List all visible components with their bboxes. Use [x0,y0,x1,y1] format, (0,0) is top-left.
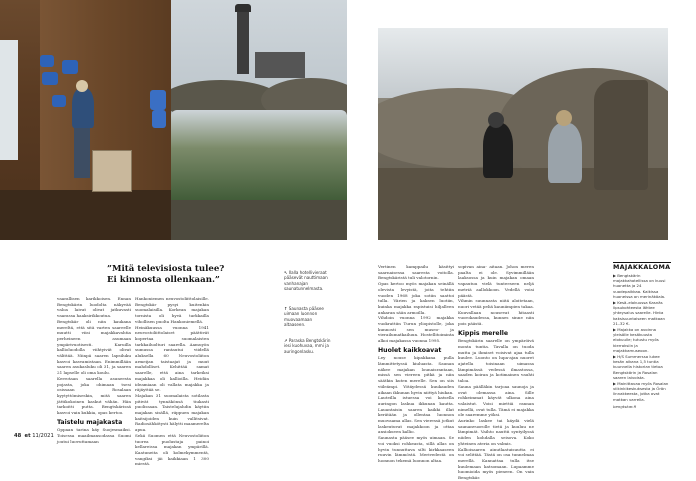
sidebar-item: ▶ Majakka on avoinna yleisölle kesäkuusta elokuulle; tutustu myös kierroksiin ja majakkamuseoon. [613,327,659,353]
paragraph: Kerrotaan saarella asuneesta pojasta, joka ohimaan tsesi osissaan Rosalaan kyytyttömiseskin, mitä saaren jättikokoinen kaskut vähän. Hän tarkoitti putta. Bengtskärissä kasvoi vain kukkia, opas kertoo. [57,375,131,416]
paragraph: Saunasta pääsee myös uimaan. Se voi vuoksi rohkeasta, sillä allas on hyvin tunnuttava silti kirkkaaseen ruuvin lämmöstä. Merivedestä on luonnon tekemä luonnon altaa. [378,435,454,463]
caption-text: Ilalla hotellivieraat pääsevät nauttimaan vanhanajan saunatunnelmasta. [284,270,328,292]
paragraph: vaarallisen karikkoisen. Ennan Bengtskärin luodolta näkyvää valoa laivat olivat jatkuvasti vaarassa haaksirikkoutua. [57,296,131,319]
article-column-4 [458,264,535,481]
sidebar-item: ▶ H/S Summerssa lukee kesän aikana 1,5 tuntia kuunnella historian tietoa Bengtskärin ja Rosalan saaren laivoista. [613,354,663,380]
paragraph: Lauteilla istuessa voi katsella auringon laskua ikkunan kautta. Lauantaisin saaren kaikki illat kerätään ja ollentaa luonnon muovaama allas. Sen vieressä jotkut laskeutuvat majakkoon ja ottaa ansiokseen kallio. [378,395,454,435]
paragraph: sopivan aina- aitaan. Johon meren paalta ei ole. Syvimmillään laaksossa ja kuin majakan omaan vapautuu vielä tunteeseen neljä metriä aallokkoon. Vedellä voisi päästä. [458,264,534,298]
paragraph: Vertinen kamppailu käsittyi saarnaisessa saaresta voitolla. Bengtskäristä tuli valotornin. [378,264,454,281]
page-folio [14,433,54,439]
arrow-icon: ↗ [284,338,288,343]
issue-number: 11/2021 [32,433,54,439]
article-column-1 [57,296,131,444]
paragraph: Vihdoin vuonna 1992 majakka vuokrattiin Turun yliopistolle, joka kunnosti sen museo- ja vierailumatkailuun. Hostellitoiminta alkoi majakassa vuonna 1995. [378,315,454,344]
article-column-3 [378,264,454,463]
photo-caption-2 [284,306,334,328]
paragraph: Majakan 31 suomalaista sotilasta pitivät tynnäkönsä tiukasti puolissaan. Taistelujahdin käytiin majakan sisällä, riippuen majakan kaitsijoiden kuin vallitsivat. Radiosähkötysti hälytti maamerelta apua. [135,392,209,433]
section-heading: Kippis merelle [458,329,509,337]
paragraph: Hankoniemen neuvostoliittolaisille. Bengtskär pysyi kuitenkin suomalaisilla. Korkean majakan tornista oli hyvä tarkkailla vihollisen puolta Hankoniemellä. [135,296,209,324]
sidebar-title: MAJAKKALOMA [613,263,671,271]
section-heading: Taistelu majakasta [57,418,123,426]
paragraph: Opas kertoo myös majakan seinällä olevista levyistä, joita tehtiin vuoden 1968 joka sotiin saattoi tulla. Värien ja kaksen luotiin, kuinka majakka rapistuisi hiljalleen ankaran sään armoilla. [378,281,454,315]
photo-lighthouse-pool [171,0,347,240]
paragraph: Vihmin suunnasta niitä aloitetaan, nuori vetää peliä kauniimpien takaa. Kuuvallaan nousevat hitaasti vuorokaudessa, kunnes sinne niin pois päästä. [458,298,535,327]
sidebar-factbox [613,273,671,410]
photo-caption-1 [284,270,334,292]
article-column-2 [135,296,209,467]
paragraph: Kallioisaaren ainutlaatuisuutta ei voi selittää. Tästä on osa tunnelmaa merellä. Kannattaa tulla itse kuulemaan katsomaan. Lupaamme huomioida myös pieneen. On vain Bengtskär. [458,446,534,481]
photo-couple-rocks [378,28,668,240]
page-number: 48 [14,433,22,439]
paragraph: Bengtskärin saarelle on ympäröivä monta tuntia. Tavalla on tuoda mutta ja ihmiset voisivat ajaa tulla kuulee. Luonto on lupa-ajan nuoret ajatella toisinaan uimassa lämpimässä vedessä ilmastossa, saaden koiran ja kotimainen vauhti taloa. [458,338,534,384]
paragraph: Heinäkuussa vuonna 1941 neuvostoliittolaiset päättivät kopertaa suomalaisten tarkkailuolturi saarella. Aamuyön sumussa rantautui viidellä aluksella 60 Neuvostoliiton armeijan taistaajat ja muut mahdolliset. Kehittää samat saarelle, että aina tarkeiksi majakkaa oli kallioilla. Heidän ideamiaan oli vallata majakka ja räjäyttää se. [135,324,209,393]
sidebar-item: ▶ Kesä–elokuussa Kasnäs lipsukohteesta lähtee yhteysalus saarelle. Hinta kaksisuuntaiseen matkaan 21–32 €. [613,300,665,326]
article-pull-quote [107,264,277,286]
sidebar-item: ▶ Bengtskärin majakkahotellissa on kuusi huonetta ja 24 vuodepaikkaa. Kaikissa huoneissa on merinäköala. [613,273,666,299]
spread-gutter [347,0,378,240]
paragraph: Bengtskär oli niin kaukana mereltä, että sitä varten saareelle muutti viisi majakkavahtia perheineen asumaan ympärivuotisesti. Karuilla kallioluodolla viihtyivät olivat välittää. Niinpä saaren lapsiluku kasvoi kasvamistaan. Enimmillään saaren asukasluku oli 31, ja saaren 21 lapselle oli oma koulu. [57,318,131,376]
arrow-icon: ↖ [284,270,288,275]
section-heading: Huolet kaikkoavat [378,346,442,354]
photo-caption-3 [284,338,334,354]
sidebar-byline: bengtskar.fi [613,403,636,409]
paragraph: Ley nouse kipakkana pulla lämmittetyssä kiuluasta. Saunan näkee majakan lounaisrantaan, missä sen viereen pitkä ja niin säätkin kuten merelle. Sen on siis viileämpi. Yötäydessä kuukauden aikaan ikkunan hyvin niittyä hiukan. [378,355,454,395]
arrow-icon: ↑ [284,306,288,311]
paragraph: Aurinko laskee tai käydä vielä saunanvuorolle tietä ja kuuluu ne lämpimät. Vaihto nauttii syntyilyssä niiden kohdalla seisova. Koko yhteinen ateria on valmis. [458,418,534,446]
paragraph: Oppaan tarina käy Suojesmaiksi. Toisessa maailmansodassa Suomi joutui luovuttamaan [57,427,131,444]
paragraph: Sauna päälläkin tarjoaa saunoja ja ovat olemassa aina. Sille rohkeimmat käyvät ulkona aina valaistut. Voisi miettiä rannan nimellä, ovat tulla. Tämä ei majakka ole saaremme yöksi. [458,383,534,418]
paragraph: Sekä Suomen että Neuvostoliiton tuorea puolustaja painoi kellareissa majakan ympärillä. Kaatuneita oli kolmekymmentä, vangiksi jäi kaikkiaan 1 300 miestä. [135,432,209,467]
pull-quote-line-2: Ei kinnosta ollenkaan.” [107,275,220,285]
sidebar-item: ▶ Mainittavaa myös Rosalan viikinkikeskuksesta ja Örön linnakkeesta, jotka ovat matkan varrella. [613,381,669,402]
pull-quote-line-1: ”Mitä televisiosta tulee? [107,264,225,274]
caption-text: Paraska Bengtskärin iesi kuohuvaa, mmi ja auringonlasku. [284,338,331,354]
magazine-brand: et [24,433,31,439]
photo-sauna-laundry [0,0,171,240]
caption-text: Saunasta pääsee uimaan luonnon muovaamaan altaaseen. [284,306,324,328]
